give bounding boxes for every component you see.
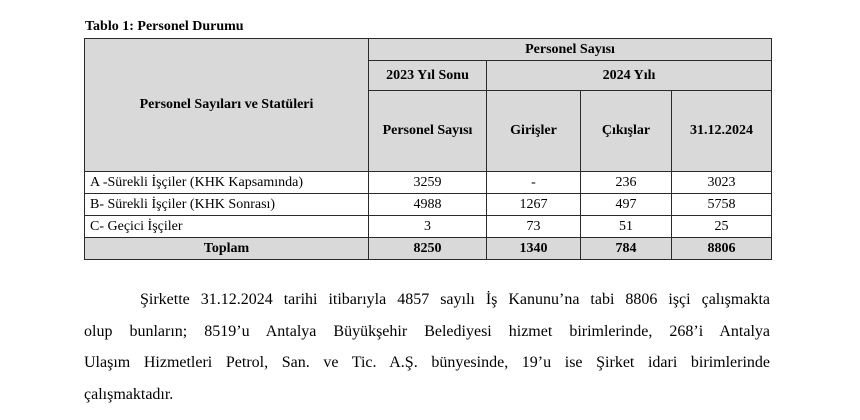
table-row	[85, 172, 772, 194]
cell-value: 3023	[672, 172, 772, 194]
header-col-personel-sayisi: Personel Sayısı	[369, 91, 487, 172]
header-col-girisler: Girişler	[487, 91, 581, 172]
cell-value: 236	[581, 172, 672, 194]
cell-value: -	[487, 172, 581, 194]
cell-value: 3259	[369, 172, 487, 194]
row-label: C- Geçici İşçiler	[85, 216, 369, 238]
header-group-personel-sayisi: Personel Sayısı	[369, 39, 772, 61]
header-year-2024: 2024 Yılı	[487, 61, 772, 91]
paragraph-line: Şirkette 31.12.2024 tarihi itibarıyla 4857 sayılı İş Kanunu’na tabi 8806 işçi çalışmakta	[140, 291, 770, 308]
total-row	[85, 238, 772, 260]
cell-value: 5758	[672, 194, 772, 216]
cell-value: 497	[581, 194, 672, 216]
cell-value: 3	[369, 216, 487, 238]
paragraph-line: Ulaşım Hizmetleri Petrol, San. ve Tic. A.Ş. bünyesinde, 19’u ise Şirket idari birimlerinde	[84, 354, 770, 371]
total-value: 8806	[672, 238, 772, 260]
paragraph-line: çalışmaktadır.	[84, 385, 174, 403]
cell-value: 25	[672, 216, 772, 238]
table-caption: Tablo 1: Personel Durumu	[85, 19, 244, 34]
total-label: Toplam	[85, 238, 369, 260]
header-year-2023: 2023 Yıl Sonu	[369, 61, 487, 91]
total-value: 8250	[369, 238, 487, 260]
cell-value: 4988	[369, 194, 487, 216]
cell-value: 1267	[487, 194, 581, 216]
header-col-cikislar: Çıkışlar	[581, 91, 672, 172]
total-value: 784	[581, 238, 672, 260]
table-row	[85, 216, 772, 238]
row-label: B- Sürekli İşçiler (KHK Sonrası)	[85, 194, 369, 216]
total-value: 1340	[487, 238, 581, 260]
header-row-label: Personel Sayıları ve Statüleri	[85, 39, 369, 172]
header-row-group	[85, 39, 772, 61]
cell-value: 73	[487, 216, 581, 238]
row-label: A -Sürekli İşçiler (KHK Kapsamında)	[85, 172, 369, 194]
body-paragraph	[84, 284, 770, 410]
header-col-31-12-2024: 31.12.2024	[672, 91, 772, 172]
table-row	[85, 194, 772, 216]
cell-value: 51	[581, 216, 672, 238]
paragraph-line: olup bunların; 8519’u Antalya Büyükşehir Belediyesi hizmet birimlerinde, 268’i Antalya	[84, 322, 770, 340]
personnel-table	[84, 38, 772, 260]
